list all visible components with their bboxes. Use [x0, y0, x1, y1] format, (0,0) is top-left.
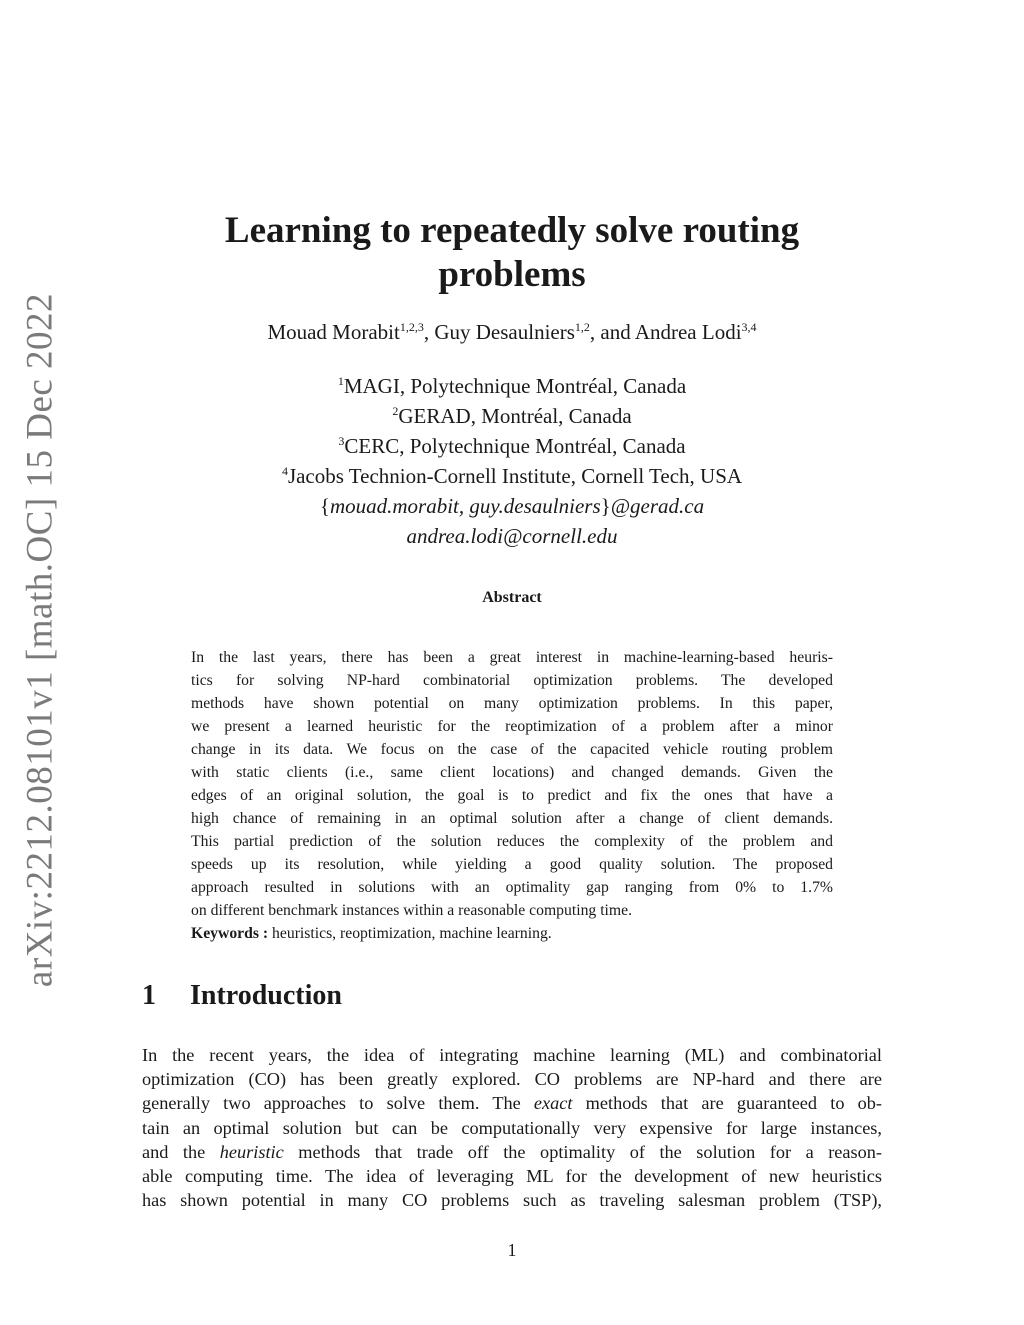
body-line: optimization (CO) has been greatly explored. CO problems are NP-hard and there are: [142, 1069, 882, 1090]
abstract-line: This partial prediction of the solution reduces the complexity of the problem and: [191, 833, 833, 850]
body-text-run: and the: [142, 1141, 220, 1162]
affiliation-line: [0, 431, 1024, 461]
body-line: [142, 1091, 882, 1115]
affiliation-number: 2: [392, 404, 399, 418]
abstract-line: methods have shown potential on many optimization problems. In this paper,: [191, 695, 833, 712]
author-list: [0, 320, 1024, 345]
affiliation-text: CERC, Polytechnique Montréal, Canada: [344, 434, 686, 458]
abstract-line: edges of an original solution, the goal is to predict and fix the ones that have a: [191, 787, 833, 804]
email-line-2[interactable]: andrea.lodi@cornell.edu: [406, 524, 618, 548]
keywords-label: Keywords :: [191, 925, 269, 942]
abstract-line: approach resulted in solutions with an optimality gap ranging from 0% to 1.7%: [191, 879, 833, 896]
body-line: able computing time. The idea of leveraging ML for the development of new heuristics: [142, 1165, 882, 1186]
abstract-line: on different benchmark instances within a reasonable computing time.: [191, 902, 633, 919]
email-domain[interactable]: @gerad.ca: [610, 494, 705, 518]
author-separator: ,: [423, 320, 435, 344]
section-title: Introduction: [190, 980, 342, 1011]
abstract-line: change in its data. We focus on the case of the capacited vehicle routing problem: [191, 741, 833, 758]
email-names[interactable]: mouad.morabit, guy.desaulniers: [329, 494, 601, 518]
affiliation-text: Jacobs Technion-Cornell Institute, Cornell Tech, USA: [287, 464, 743, 488]
emphasis-heuristic: heuristic: [219, 1141, 284, 1162]
abstract-line: tics for solving NP-hard combinatorial optimization problems. The developed: [191, 672, 833, 689]
abstract-line: we present a learned heuristic for the reoptimization of a problem after a minor: [191, 718, 833, 735]
body-line: tain an optimal solution but can be computationally very expensive for large instances,: [142, 1117, 882, 1138]
author-name: Andrea Lodi: [634, 320, 742, 344]
emphasis-exact: exact: [533, 1093, 573, 1114]
author-affiliation-marks: 3,4: [741, 320, 757, 334]
affiliation-number: 4: [281, 464, 288, 478]
author-name: Guy Desaulniers: [434, 320, 575, 344]
affiliation-text: GERAD, Montréal, Canada: [398, 404, 632, 428]
abstract-line: high chance of remaining in an optimal solution after a change of client demands.: [191, 810, 833, 827]
affiliation-line: [0, 371, 1024, 401]
affiliation-line: [0, 401, 1024, 431]
body-line: [142, 1140, 882, 1164]
author-affiliation-marks: 1,2: [574, 320, 590, 334]
email-close-brace: }: [600, 494, 611, 518]
affiliation-number: 1: [337, 374, 344, 388]
abstract-line: In the last years, there has been a great interest in machine-learning-based heuris-: [191, 649, 833, 666]
body-line: In the recent years, the idea of integrating machine learning (ML) and combinatorial: [142, 1045, 882, 1065]
body-text-run: methods that are guaranteed to ob-: [572, 1093, 883, 1114]
paper-title-line-1: Learning to repeatedly solve routing: [224, 210, 800, 251]
body-text-run: generally two approaches to solve them. The: [142, 1093, 534, 1114]
keywords-line: [191, 922, 833, 945]
section-number: 1: [142, 980, 156, 1011]
affiliation-number: 3: [338, 434, 345, 448]
email-line-1: [0, 491, 1024, 521]
paper-title-line-2: problems: [438, 254, 586, 295]
introduction-body: [142, 1043, 882, 1212]
affiliation-line: [0, 461, 1024, 491]
body-text-run: methods that trade off the optimality of the solution for a reason-: [283, 1141, 882, 1162]
abstract-heading: Abstract: [482, 589, 542, 606]
section-heading: [142, 980, 342, 1012]
author-affiliation-marks: 1,2,3: [399, 320, 424, 334]
author-separator: , and: [589, 320, 635, 344]
body-line: has shown potential in many CO problems such as traveling salesman problem (TSP),: [142, 1190, 882, 1211]
author-name: Mouad Morabit: [267, 320, 400, 344]
abstract-line: with static clients (i.e., same client locations) and changed demands. Given the: [191, 764, 833, 781]
arxiv-identifier-stamp: arXiv:2212.08101v1 [math.OC] 15 Dec 2022: [19, 292, 61, 988]
email-open-brace: {: [319, 494, 330, 518]
page-number: 1: [507, 1240, 517, 1260]
affiliation-text: MAGI, Polytechnique Montréal, Canada: [343, 374, 687, 398]
abstract-line: speeds up its resolution, while yielding a good quality solution. The proposed: [191, 856, 833, 873]
abstract-body: [191, 646, 833, 945]
keywords-text: heuristics, reoptimization, machine learning.: [268, 925, 552, 942]
